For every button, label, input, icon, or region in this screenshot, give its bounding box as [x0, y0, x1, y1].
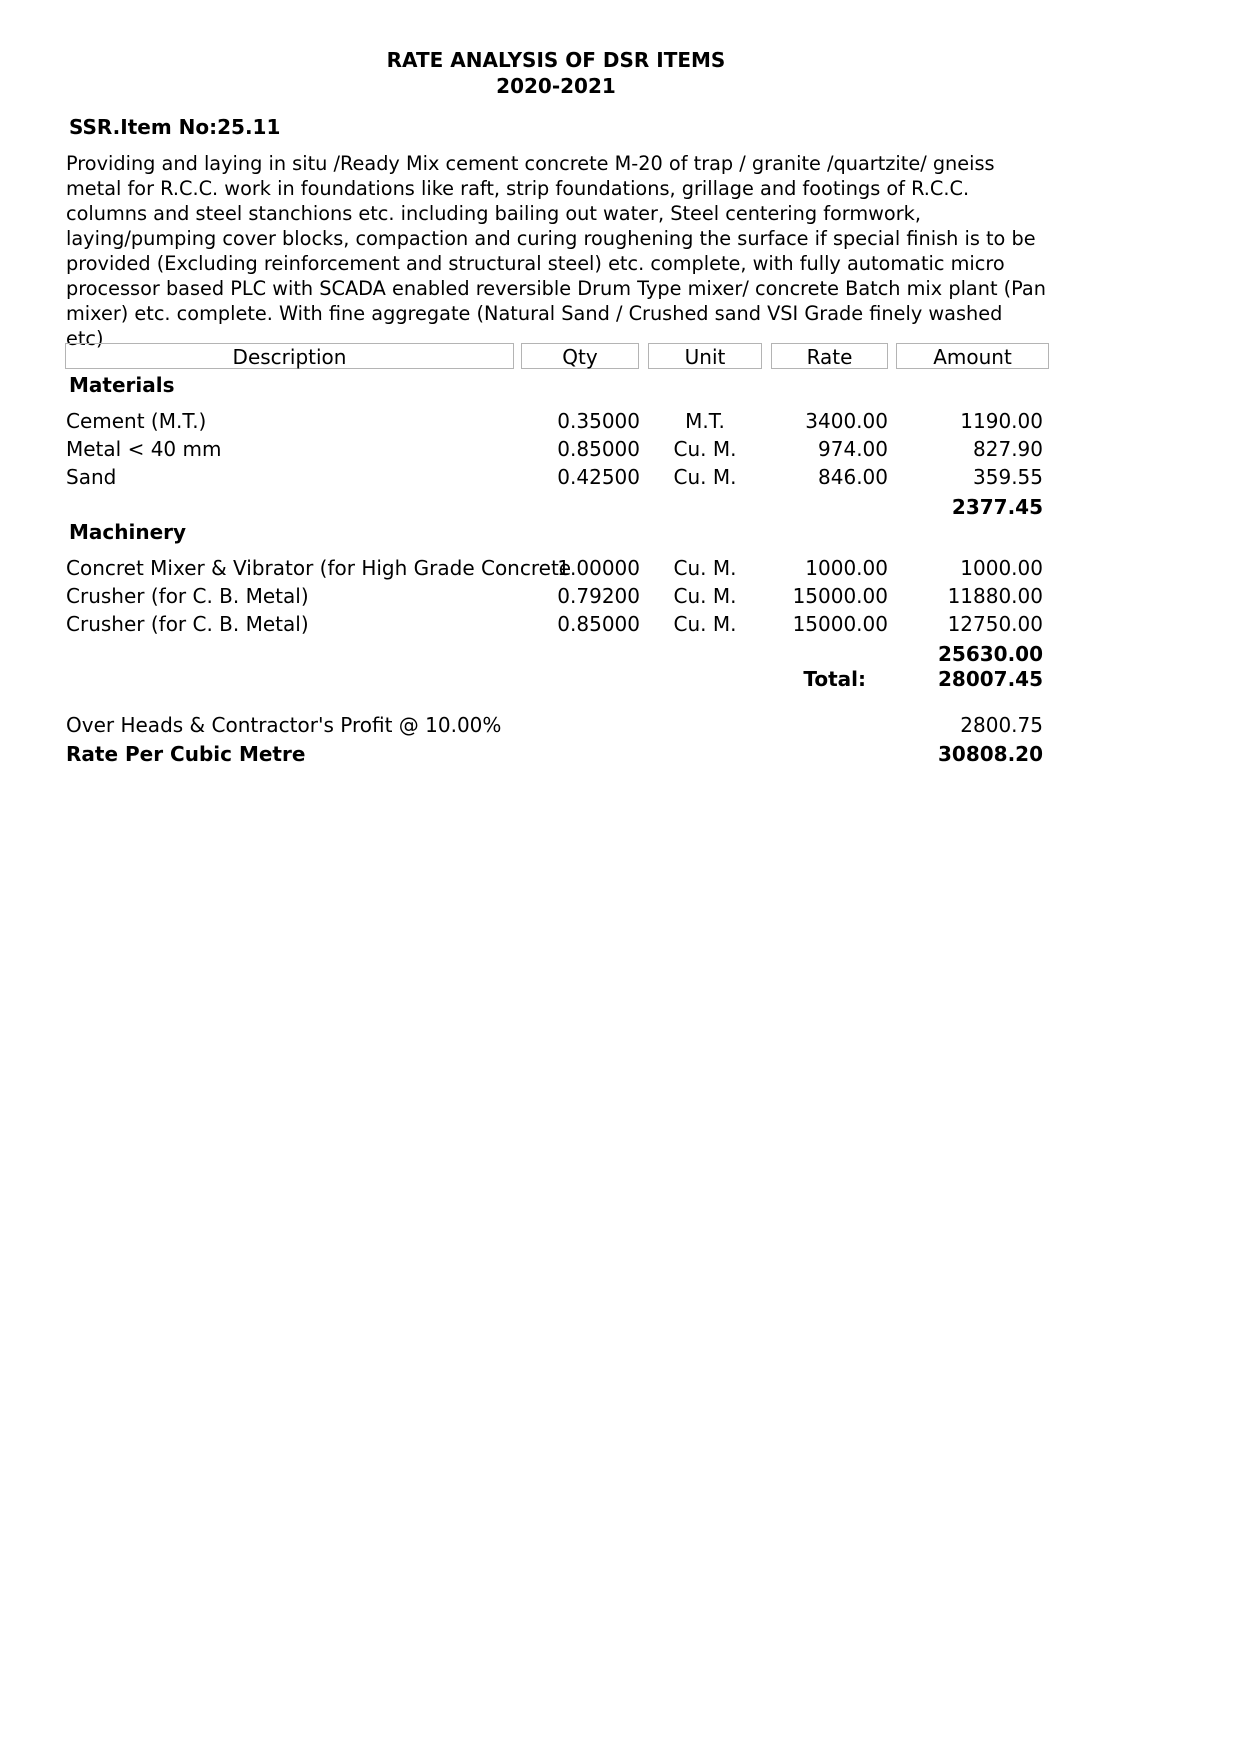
row-unit: Cu. M.: [673, 465, 737, 489]
document-title: RATE ANALYSIS OF DSR ITEMS: [386, 48, 726, 72]
row-rate: 846.00: [818, 465, 888, 489]
row-amount: 11880.00: [947, 584, 1043, 608]
row-unit: Cu. M.: [673, 584, 737, 608]
overheads-amount: 2800.75: [960, 713, 1043, 737]
rate-per-cubic-metre-label: Rate Per Cubic Metre: [66, 742, 306, 766]
row-unit: Cu. M.: [673, 437, 737, 461]
total-label: Total:: [803, 667, 866, 691]
row-qty: 0.85000: [557, 612, 640, 636]
row-rate: 15000.00: [792, 612, 888, 636]
column-header-rate: Rate: [771, 343, 888, 369]
row-rate: 974.00: [818, 437, 888, 461]
materials-heading: Materials: [69, 373, 175, 397]
row-amount: 1000.00: [960, 556, 1043, 580]
column-header-qty: Qty: [521, 343, 639, 369]
row-unit: Cu. M.: [673, 612, 737, 636]
row-description: Crusher (for C. B. Metal): [66, 612, 309, 636]
row-qty: 0.42500: [557, 465, 640, 489]
total-amount: 28007.45: [937, 667, 1043, 691]
row-unit: Cu. M.: [673, 556, 737, 580]
materials-subtotal: 2377.45: [951, 495, 1043, 519]
row-rate: 1000.00: [805, 556, 888, 580]
rate-per-cubic-metre-amount: 30808.20: [937, 742, 1043, 766]
row-qty: 0.35000: [557, 409, 640, 433]
column-header-description: Description: [65, 343, 514, 369]
row-qty: 1.00000: [557, 556, 640, 580]
overheads-label: Over Heads & Contractor's Profit @ 10.00%: [66, 713, 502, 737]
row-description: Sand: [66, 465, 117, 489]
row-unit: M.T.: [685, 409, 725, 433]
row-description: Crusher (for C. B. Metal): [66, 584, 309, 608]
item-number: SSR.Item No:25.11: [69, 115, 281, 139]
item-description: Providing and laying in situ /Ready Mix cement concrete M-20 of trap / granite /quartzite/ gneiss metal for R.C.C. work in foundations like raft, strip foundations, grillage and footings of R.C.C. columns and steel stanchions etc. including bailing out water, Steel centering formwork, laying/pumping cover blocks, compaction and curing roughening the surface if special finish is to be provided (Excluding reinforcement and structural steel) etc. complete, with fully automatic micro processor based PLC with SCADA enabled reversible Drum Type mixer/ concrete Batch mix plant (Pan mixer) etc. complete. With fine aggregate (Natural Sand / Crushed sand VSI Grade finely washed etc): [66, 152, 1046, 350]
row-amount: 359.55: [973, 465, 1043, 489]
row-qty: 0.85000: [557, 437, 640, 461]
document-year: 2020-2021: [496, 74, 616, 98]
row-rate: 3400.00: [805, 409, 888, 433]
row-amount: 12750.00: [947, 612, 1043, 636]
machinery-heading: Machinery: [69, 520, 187, 544]
row-description: Concret Mixer & Vibrator (for High Grade Concrete: [66, 556, 572, 580]
machinery-subtotal: 25630.00: [937, 642, 1043, 666]
row-rate: 15000.00: [792, 584, 888, 608]
row-description: Metal < 40 mm: [66, 437, 222, 461]
row-description: Cement (M.T.): [66, 409, 207, 433]
row-amount: 827.90: [973, 437, 1043, 461]
column-header-unit: Unit: [648, 343, 762, 369]
column-header-amount: Amount: [896, 343, 1049, 369]
row-qty: 0.79200: [557, 584, 640, 608]
row-amount: 1190.00: [960, 409, 1043, 433]
